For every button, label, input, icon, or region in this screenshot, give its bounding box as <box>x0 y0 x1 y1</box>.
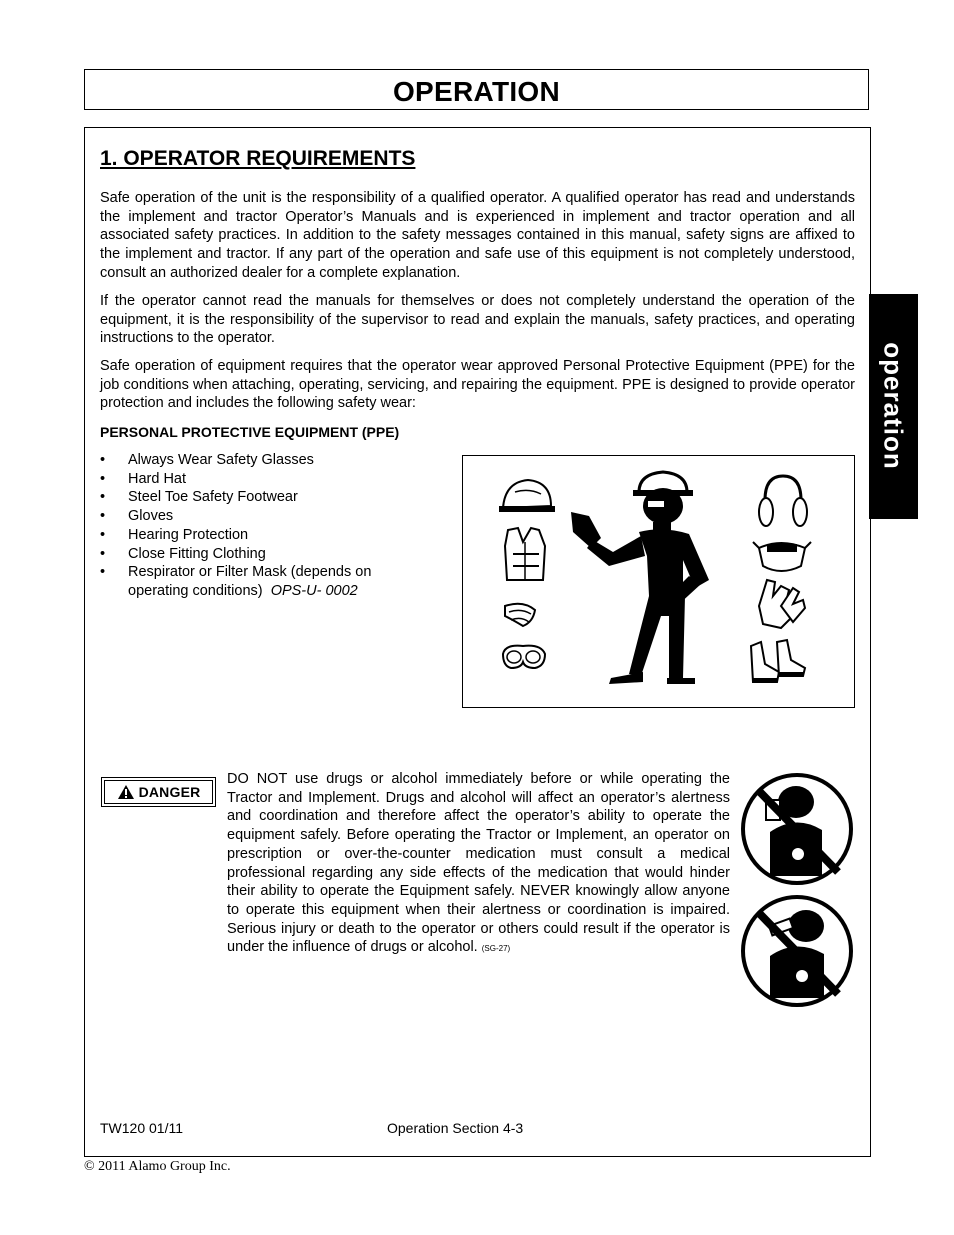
no-drugs-icon <box>740 894 854 1008</box>
danger-label: DANGER <box>138 784 201 800</box>
ppe-list <box>100 451 410 601</box>
side-tab <box>869 294 918 519</box>
list-item: • Respirator or Filter Mask (depends on operating conditions) OPS-U- 0002 <box>100 564 372 599</box>
side-tab-label: operation <box>878 342 909 470</box>
list-item: • Hard Hat <box>100 470 187 487</box>
hard-hat-icon <box>499 480 555 512</box>
paragraph-ppe: Safe operation of equipment requires that the operator wear approved Personal Protective Equipment (PPE) for the job conditions when attaching, operating, servicing, and repairing the equipment. PPE is designed to provide operator protection and includes the following safety wear: <box>100 358 855 412</box>
list-item: • Hearing Protection <box>100 526 249 543</box>
list-item: • Always Wear Safety Glasses <box>100 452 314 468</box>
danger-badge <box>101 777 216 807</box>
safety-boots-icon <box>751 640 805 682</box>
ppe-ref-code: OPS-U- 0002 <box>270 582 358 599</box>
warning-triangle-icon <box>117 784 135 800</box>
ppe-illustration-graphic <box>463 456 854 707</box>
no-drinking-icon <box>740 772 854 886</box>
list-item: • Close Fitting Clothing <box>100 545 266 562</box>
header-box <box>84 69 869 110</box>
paragraph-supervisor: If the operator cannot read the manuals for themselves or does not completely understand the operation of the equipment, it is the responsibility of the supervisor to read and explain the manuals, safety practices, and operating instructions to the operator. <box>100 293 855 347</box>
safety-goggles-icon <box>503 646 545 668</box>
gloves-icon <box>759 580 805 628</box>
ppe-illustration <box>462 455 855 708</box>
hearing-protection-icon <box>759 476 807 526</box>
danger-message: DO NOT use drugs or alcohol immediately before or while operating the Tractor and Implement. Drugs and alcohol will affect an operator’s alertness and coordination and therefore affect the operator’s ability to operate the equipment safely. Before operating the Tractor or Implement, an operator on prescription or over-the-counter medication must consult a medical professional regarding any side effects of the medication that would hinder their ability to operate the Equipment safely. NEVER knowingly allow anyone to operate this equipment when their alertness or coordination is impaired. Serious injury or death to the operator or others could result if the operator is under the influence of drugs or alcohol. (SG-27) <box>227 771 730 956</box>
list-item: • Gloves <box>100 508 174 525</box>
section-heading: 1. OPERATOR REQUIREMENTS <box>100 147 416 170</box>
safety-vest-icon <box>505 528 545 580</box>
footer-model-date: TW120 01/11 <box>100 1120 184 1136</box>
worker-figure-icon <box>571 472 709 684</box>
footer-page-number: Operation Section 4-3 <box>387 1120 524 1136</box>
ppe-heading: PERSONAL PROTECTIVE EQUIPMENT (PPE) <box>100 424 400 440</box>
page-title: OPERATION <box>392 76 561 107</box>
respirator-mask-icon <box>753 542 811 571</box>
list-item: • Steel Toe Safety Footwear <box>100 489 298 506</box>
copyright: © 2011 Alamo Group Inc. <box>84 1159 231 1174</box>
danger-code: (SG-27) <box>481 944 511 954</box>
ear-plugs-icon <box>505 604 535 626</box>
paragraph-qualified-operator: Safe operation of the unit is the responsibility of a qualified operator. A qualified operator has read and understands the implement and tractor Operator’s Manuals and is experienced in implement and tractor operation and all associated safety practices. In addition to the safety messages contained in this manual, safety signs are affixed to the implement and tractor. If any part of the operation and safe use of this equipment is not completely understood, consult an authorized dealer for a complete explanation. <box>100 190 855 281</box>
